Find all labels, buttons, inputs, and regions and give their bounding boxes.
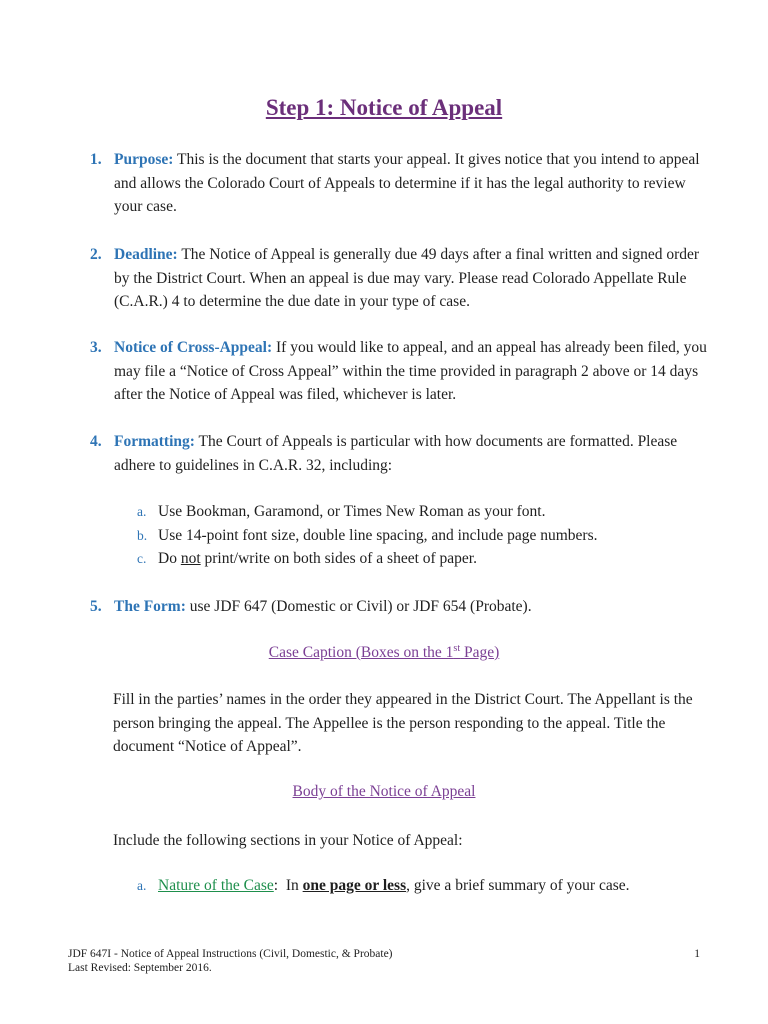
item-label: Deadline: bbox=[114, 246, 178, 263]
item-label: The Form: bbox=[114, 598, 186, 615]
case-caption-heading-text: Case Caption (Boxes on the 1 bbox=[268, 644, 454, 662]
sub-item-letter: b. bbox=[137, 528, 148, 543]
item-number: 3. bbox=[90, 339, 102, 356]
item-label: Formatting: bbox=[114, 433, 195, 450]
sub-item-letter: c. bbox=[137, 551, 147, 566]
case-caption-heading-sup: st bbox=[453, 643, 461, 654]
item-label: Notice of Cross-Appeal: bbox=[114, 339, 273, 356]
item-number: 5. bbox=[90, 598, 102, 615]
sub-item-text bbox=[158, 874, 717, 898]
sub-item-spacing bbox=[137, 524, 717, 548]
item-number: 2. bbox=[90, 246, 102, 263]
body-intro: Include the following sections in your Notice of Appeal: bbox=[113, 832, 463, 849]
item-number: 4. bbox=[90, 433, 102, 450]
footer-revised: Last Revised: September 2016. bbox=[68, 962, 212, 974]
sub-item-sides bbox=[137, 547, 717, 571]
body-heading: Body of the Notice of Appeal bbox=[292, 783, 476, 800]
nature-post: , give a brief summary of your case. bbox=[406, 877, 630, 894]
sub-item-nature-of-case bbox=[137, 874, 717, 898]
item-text: The Notice of Appeal is generally due 49 days after a final written and signed order by the District Court. When an appeal is due may vary. Please read Colorado Appellate Rule (C.A.R.) 4 to determine the due date in your type of case. bbox=[114, 246, 700, 310]
case-caption-paragraph: Fill in the parties’ names in the order they appeared in the District Court. The Appellant is the person bringing the appeal. The Appellee is the person responding to the appeal. Title the document “Notice of Appeal”. bbox=[113, 691, 693, 755]
sub-item-pre: Do bbox=[158, 550, 181, 567]
page-number: 1 bbox=[694, 948, 700, 960]
footer-form-title: JDF 647I - Notice of Appeal Instructions (Civil, Domestic, & Probate) bbox=[68, 948, 393, 960]
item-text: If you would like to appeal, and an appeal has already been filed, you may file a “Notice of Cross Appeal” within the time provided in paragraph 2 above or 14 days after the Notice of Appeal was filed, whichever is later. bbox=[114, 339, 707, 403]
sub-item-font bbox=[137, 500, 717, 524]
page-footer bbox=[68, 947, 700, 975]
list-item-deadline bbox=[90, 243, 715, 314]
item-text: The Court of Appeals is particular with how documents are formatted. Please adhere to guidelines in C.A.R. 32, including: bbox=[114, 433, 678, 474]
nature-pre: In bbox=[278, 877, 303, 894]
nature-colon: : bbox=[273, 877, 279, 894]
sub-item-letter: a. bbox=[137, 878, 147, 893]
sub-item-post: print/write on both sides of a sheet of paper. bbox=[200, 550, 477, 567]
sub-item-text: Use 14-point font size, double line spacing, and include page numbers. bbox=[158, 527, 598, 544]
item-label: Purpose: bbox=[114, 151, 174, 168]
list-item-cross-appeal bbox=[90, 336, 715, 407]
case-caption-heading-post: Page) bbox=[460, 644, 500, 662]
item-text: This is the document that starts your appeal. It gives notice that you intend to appeal and allows the Colorado Court of Appeals to determine if it has the legal authority to review your case. bbox=[114, 151, 700, 215]
sub-item-text: Use Bookman, Garamond, or Times New Roman as your font. bbox=[158, 503, 546, 520]
item-number: 1. bbox=[90, 151, 102, 168]
list-item-the-form bbox=[90, 595, 715, 619]
item-text: use JDF 647 (Domestic or Civil) or JDF 654 (Probate). bbox=[185, 598, 532, 615]
page-title: Step 1: Notice of Appeal bbox=[265, 95, 503, 120]
emphasis-one-page: one page or less bbox=[302, 877, 407, 894]
case-caption-heading bbox=[0, 643, 768, 662]
sub-item-text bbox=[158, 547, 717, 571]
emphasis-not: not bbox=[180, 550, 201, 567]
list-item-formatting bbox=[90, 430, 715, 477]
nature-of-case-label: Nature of the Case bbox=[158, 877, 274, 894]
sub-item-letter: a. bbox=[137, 504, 147, 519]
list-item-purpose bbox=[90, 148, 715, 219]
